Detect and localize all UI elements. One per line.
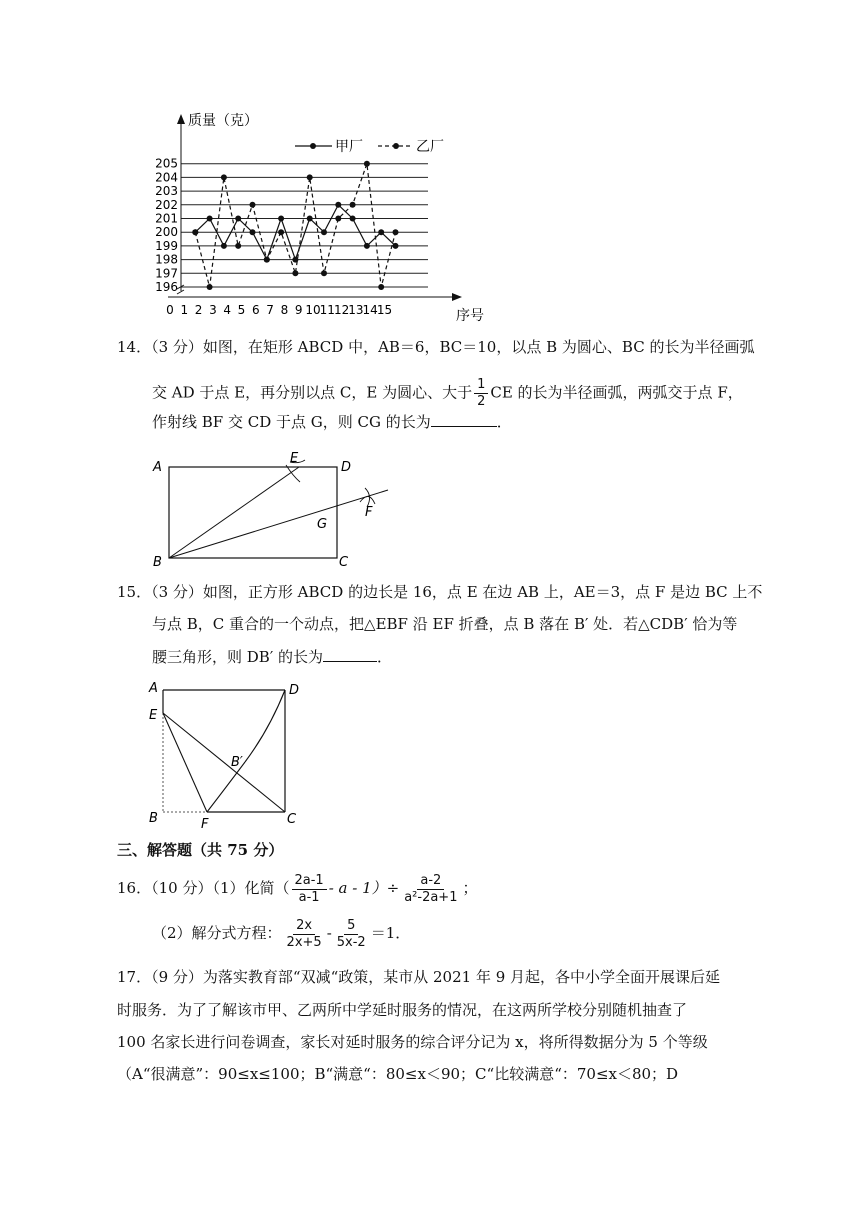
data-point-series-2: [378, 284, 384, 290]
q15-text-2: 与点 B，C 重合的一个动点，把△EBF 沿 EF 折叠，点 B 落在 B′ 处．若△CDB′ 恰为等: [152, 615, 738, 633]
q17-line2: 时服务．为了了解该市甲、乙两所中学延时服务的情况，在这两所学校分别随机抽查了: [117, 1001, 688, 1019]
q16-fraction-2: $\frac{a-2}{\text{a²-2a+1}}$: [404, 872, 458, 905]
q14-text-1: 如图，在矩形 ABCD 中，AB＝6，BC＝10，以点 B 为圆心、BC 的长为半径画弧: [202, 338, 755, 356]
label-d: D: [341, 460, 352, 475]
q14-line2: [152, 377, 743, 410]
x-tick-label: 3: [209, 303, 217, 317]
section-title: 三、解答题（共 75 分）: [117, 841, 284, 859]
label-b-prime: B′: [231, 755, 243, 770]
q14-answer-blank[interactable]: [431, 411, 497, 427]
q15-line3: 腰三角形，则 DB′ 的长为 ．: [152, 648, 393, 666]
legend-label-series-2: 乙厂: [416, 139, 444, 155]
label-f: F: [365, 505, 373, 520]
x-tick-label: 5: [237, 303, 246, 317]
label-a: A: [149, 681, 158, 696]
q15-score: （3 分）: [151, 583, 203, 601]
data-point-series-2: [393, 229, 399, 235]
x-tick-label: 0: [166, 303, 174, 317]
q16-part1-prefix: （1）化简（: [212, 879, 290, 897]
data-point-series-2: [207, 284, 213, 290]
data-point-series-2: [221, 174, 227, 180]
y-tick-label: 202: [155, 197, 178, 212]
q16-part1-mid: - a - 1）÷: [328, 879, 400, 897]
label-c: C: [339, 555, 349, 570]
quality-line-chart: [155, 100, 500, 325]
q17-text-1: 为落实教育部“双减“政策，某市从 2021 年 9 月起，各中小学全面开展课后延: [202, 968, 721, 986]
y-tick-label: 196: [155, 280, 178, 294]
x-tick-label: 4: [223, 303, 232, 317]
q14-text-2b: CE 的长为半径画弧，两弧交于点 F，: [490, 383, 743, 402]
x-tick-label: 10: [305, 303, 321, 317]
x-tick-label: 9: [294, 303, 303, 317]
label-b: B: [149, 811, 158, 826]
data-point-series-1: [207, 216, 213, 222]
data-point-series-2: [278, 229, 284, 235]
y-tick-label: 200: [155, 225, 178, 240]
data-point-series-2: [350, 202, 356, 208]
segment-ef: [163, 713, 207, 812]
segment-be: [169, 467, 299, 558]
y-axis-title: 质量（克）: [188, 113, 258, 129]
data-point-series-1: [335, 202, 341, 208]
rectangle-abcd: [169, 467, 337, 558]
chart-series: [192, 161, 398, 290]
x-tick-label: 11: [319, 303, 335, 317]
data-point-series-1: [235, 216, 241, 222]
chart-gridlines: [181, 164, 428, 287]
y-tick-label: 197: [155, 266, 178, 281]
label-g: G: [317, 517, 328, 532]
label-c: C: [287, 812, 297, 827]
q14-line3: 作射线 BF 交 CD 于点 G，则 CG 的长为 ．: [152, 413, 512, 431]
q15-text-3: 腰三角形，则 DB′ 的长为: [152, 648, 323, 666]
series-line-2: [195, 164, 395, 287]
x-axis-title: 序号: [456, 308, 484, 324]
q14-line1: [117, 337, 754, 357]
ray-bf: [169, 490, 388, 558]
x-tick-label: 14: [362, 303, 378, 317]
legend-marker-series-2: [393, 143, 399, 149]
data-point-series-1: [393, 243, 399, 249]
data-point-series-1: [378, 229, 384, 235]
q15-line1: [117, 582, 762, 602]
x-axis-arrow: [452, 293, 462, 301]
q15-square-figure: [145, 678, 315, 833]
q14-fraction-half: $\frac{1}{2}$: [474, 377, 488, 410]
x-tick-label: 8: [280, 303, 289, 317]
y-tick-label: 205: [155, 156, 178, 171]
data-point-series-1: [250, 229, 256, 235]
x-tick-label: 1: [180, 303, 189, 317]
q16-part2: （2）解分式方程： $\frac{2x}{2x+5}$ - $\frac{5}{5x-2}$ ＝1．: [152, 917, 411, 950]
q16-fraction-1: $\frac{2a-1}{a-1}$: [292, 873, 327, 906]
data-point-series-2: [321, 270, 327, 276]
y-tick-label: 204: [155, 170, 178, 185]
data-point-series-1: [350, 216, 356, 222]
q14-text-2a: 交 AD 于点 E，再分别以点 C，E 为圆心、大于: [152, 383, 473, 402]
q14-text-3: 作射线 BF 交 CD 于点 G，则 CG 的长为: [152, 413, 431, 431]
data-point-series-2: [250, 202, 256, 208]
q14-rectangle-figure: [145, 452, 395, 572]
data-point-series-2: [364, 161, 370, 167]
q15-text-1: 如图，正方形 ABCD 的边长是 16，点 E 在边 AB 上，AE＝3，点 F 是边 BC 上不: [202, 583, 763, 601]
q17-line1: 17．（9 分）为落实教育部“双减“政策，某市从 2021 年 9 月起，各中小学全面开展课后延: [117, 968, 721, 986]
x-tick-label: 7: [266, 303, 274, 317]
x-tick-label: 6: [251, 303, 260, 317]
label-a: A: [153, 460, 162, 475]
q17-line3: 100 名家长进行问卷调查，家长对延时服务的综合评分记为 x，将所得数据分为 5 个等级: [117, 1033, 708, 1051]
q15-number: 15．: [117, 583, 152, 601]
y-axis-arrow: [177, 114, 185, 124]
y-tick-label: 199: [155, 238, 178, 253]
legend-marker-series-1: [310, 143, 316, 149]
data-point-series-1: [278, 216, 284, 222]
label-b: B: [153, 555, 162, 570]
q14-number: 14．: [117, 338, 152, 356]
y-tick-label: 203: [155, 184, 178, 199]
y-tick-label: 201: [155, 211, 178, 226]
data-point-series-2: [292, 270, 298, 276]
data-point-series-2: [235, 243, 241, 249]
data-point-series-2: [264, 257, 270, 263]
chart-legend: [295, 139, 444, 155]
q15-line2: [152, 614, 737, 634]
q15-answer-blank[interactable]: [323, 646, 377, 662]
label-e: E: [290, 451, 299, 466]
label-e: E: [149, 708, 158, 723]
legend-label-series-1: 甲厂: [335, 139, 363, 155]
data-point-series-1: [321, 229, 327, 235]
label-f: F: [201, 817, 209, 832]
x-tick-label: 15: [376, 303, 393, 317]
data-point-series-1: [221, 243, 227, 249]
data-point-series-2: [307, 174, 313, 180]
q16-fraction-4: $\frac{5}{5x-2}$: [336, 917, 366, 950]
q14-score: （3 分）: [151, 338, 203, 356]
q16-part2-prefix: （2）解分式方程：: [152, 924, 282, 942]
data-point-series-1: [307, 216, 313, 222]
y-tick-label: 198: [155, 252, 178, 267]
q16-part1: 16．（10 分）（1）化简（ $\frac{2a-1}{a-1}$ - a - 1）÷ $\frac{a-2}{\text{a²-2a+1}}$ ；: [117, 872, 478, 905]
segment-b1d: [245, 690, 285, 762]
q16-fraction-3: $\frac{2x}{2x+5}$: [286, 917, 322, 950]
data-point-series-2: [335, 216, 341, 222]
x-tick-label: 13: [348, 303, 364, 317]
x-tick-label: 2: [194, 303, 203, 317]
label-d: D: [289, 683, 300, 698]
q17-line4: （A“很满意”：90≤x≤100；B“满意“：80≤x＜90；C“比较满意“：70≤x＜80；D: [117, 1065, 679, 1083]
data-point-series-2: [192, 229, 198, 235]
data-point-series-1: [364, 243, 370, 249]
x-tick-label: 12: [333, 303, 350, 317]
